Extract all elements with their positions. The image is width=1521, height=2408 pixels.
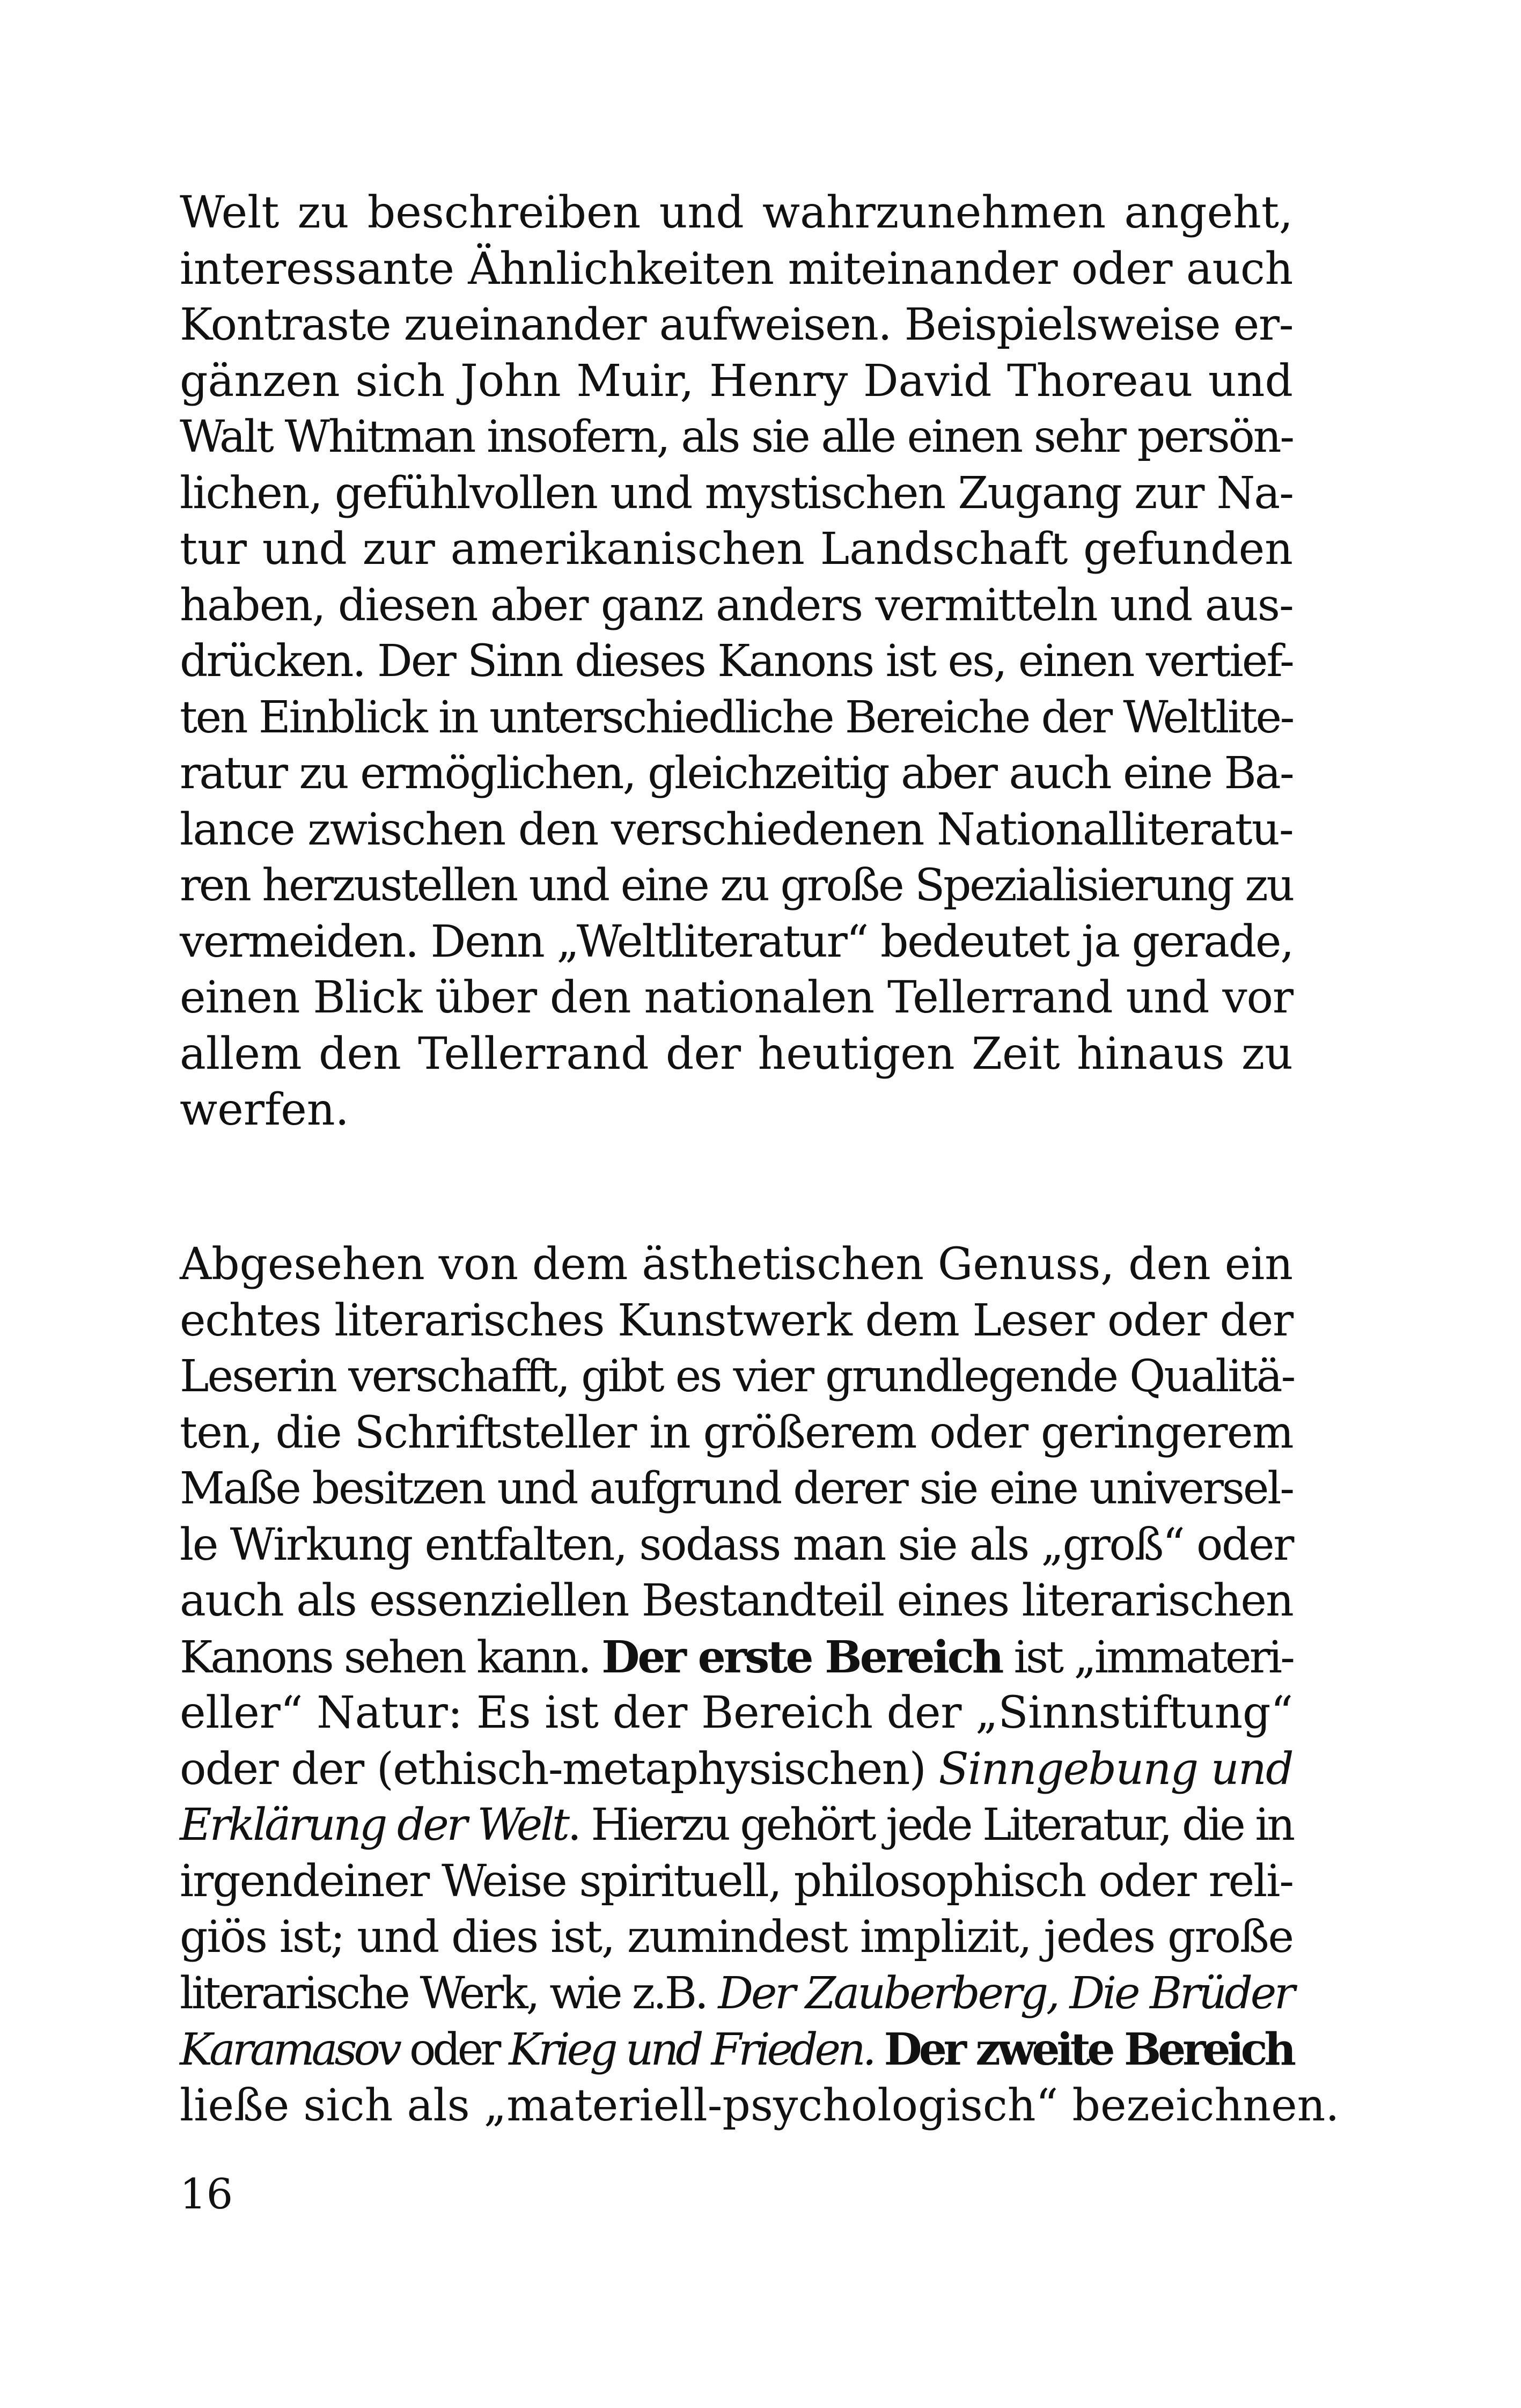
text-run: ist „immateri- [1002,1632,1293,1683]
text-line [180,690,1293,746]
text-run: echtes literarisches Kunstwerk dem Leser oder der [180,1295,1293,1346]
text-line [180,2022,1293,2078]
text-line [180,1685,1293,1742]
text-line [180,914,1293,971]
text-run: tur und zur amerikanischen Landschaft gefunden [180,524,1293,575]
text-line [180,1461,1293,1517]
text-run: eller“ Natur: Es ist der Bereich der „Sinnstiftung“ [180,1687,1294,1738]
text-line [180,297,1293,354]
text-line [180,1854,1293,1910]
text-run: einen Blick über den nationalen Tellerrand und vor [180,972,1293,1023]
text-line [180,2078,1340,2134]
text-line [180,858,1293,914]
text-run: Maße besitzen und aufgrund derer sie eine universel- [180,1463,1293,1514]
text-run: allem den Tellerrand der heutigen Zeit hinaus zu [180,1028,1293,1080]
text-line [180,1026,1293,1083]
text-run: ratur zu ermöglichen, gleichzeitig aber auch eine Ba- [180,748,1293,799]
text-line [180,746,1293,802]
text-run: oder der (ethisch-metaphysischen) [180,1743,939,1795]
text-line [180,1082,1293,1139]
text-line [180,802,1293,858]
text-run: giös ist; und dies ist, zumindest implizit, jedes große [180,1912,1293,1963]
italic-text: Der Zauberberg, Die Brüder [718,1967,1293,2019]
bold-text: Der erste Bereich [601,1631,1002,1683]
italic-text: Sinngebung und [938,1743,1293,1795]
text-line [180,522,1293,578]
text-run: interessante Ähnlichkeiten miteinander oder auch [180,243,1293,295]
text-run: lichen, gefühlvollen und mystischen Zugang zur Na- [180,467,1293,519]
text-run: ließe sich als „materiell-psychologisch“ bezeichnen. [180,2080,1340,2131]
text-line [180,185,1293,241]
bold-text: Der zweite Bereich [884,2024,1293,2075]
text-run: auch als essenziellen Bestandteil eines literarischen [180,1575,1293,1626]
text-run: ren herzustellen und eine zu große Spezialisierung zu [180,860,1293,911]
text-line [180,634,1293,690]
text-line [180,1910,1293,1966]
page-number: 16 [180,2170,233,2219]
italic-text: Krieg und Frieden. [509,2024,873,2075]
text-line [180,1573,1293,1629]
italic-text: Erklärung der Welt [180,1800,568,1851]
text-run: Kanons sehen kann. [180,1632,602,1683]
text-line [180,578,1293,634]
text-line [180,466,1293,522]
text-line [180,354,1293,410]
text-line [180,1293,1293,1349]
text-run: literarische Werk, wie z.B. [180,1967,718,2019]
text-run: Leserin verschafft, gibt es vier grundlegende Qualitä- [180,1351,1295,1402]
text-line [180,409,1293,466]
italic-text: Karamasov [180,2024,399,2075]
text-run: le Wirkung entfalten, sodass man sie als „groß“ oder [180,1519,1293,1570]
text-line [180,1405,1293,1462]
text-line [180,1517,1293,1574]
paragraph [180,1237,1340,2134]
text-line [180,1797,1293,1854]
text-run: Abgesehen von dem ästhetischen Genuss, den ein [180,1239,1293,1290]
text-run: Kontraste zueinander aufweisen. Beispielsweise er- [180,299,1293,350]
text-line [180,1237,1293,1293]
text-run: . Hierzu gehört jede Literatur, die in [567,1800,1293,1851]
text-run: Welt zu beschreiben und wahrzunehmen angeht, [180,187,1293,238]
text-run: haben, diesen aber ganz anders vermitteln und aus- [180,579,1293,631]
text-run: lance zwischen den verschiedenen Nationalliteratu- [180,804,1293,855]
text-line [180,1966,1293,2022]
text-run: werfen. [180,1084,349,1135]
text-run: Walt Whitman insofern, als sie alle einen sehr persön- [180,412,1293,462]
text-run: oder [399,2024,509,2075]
text-run: ten Einblick in unterschiedliche Bereiche der Weltlite- [180,692,1293,743]
text-run: irgendeiner Weise spirituell, philosophisch oder reli- [180,1855,1294,1907]
text-line [180,1629,1293,1686]
text-run: ten, die Schriftsteller in größerem oder geringerem [180,1407,1293,1458]
text-line [180,1349,1293,1405]
text-run: drücken. Der Sinn dieses Kanons ist es, einen vertief- [180,636,1293,687]
text-line [180,970,1293,1026]
paragraph [180,185,1293,1139]
text-line [180,1742,1293,1798]
text-run: vermeiden. Denn „Weltliteratur“ bedeutet ja gerade, [180,916,1293,967]
text-run: gänzen sich John Muir, Henry David Thoreau und [180,355,1293,407]
text-run [873,2024,884,2075]
text-line [180,241,1293,298]
